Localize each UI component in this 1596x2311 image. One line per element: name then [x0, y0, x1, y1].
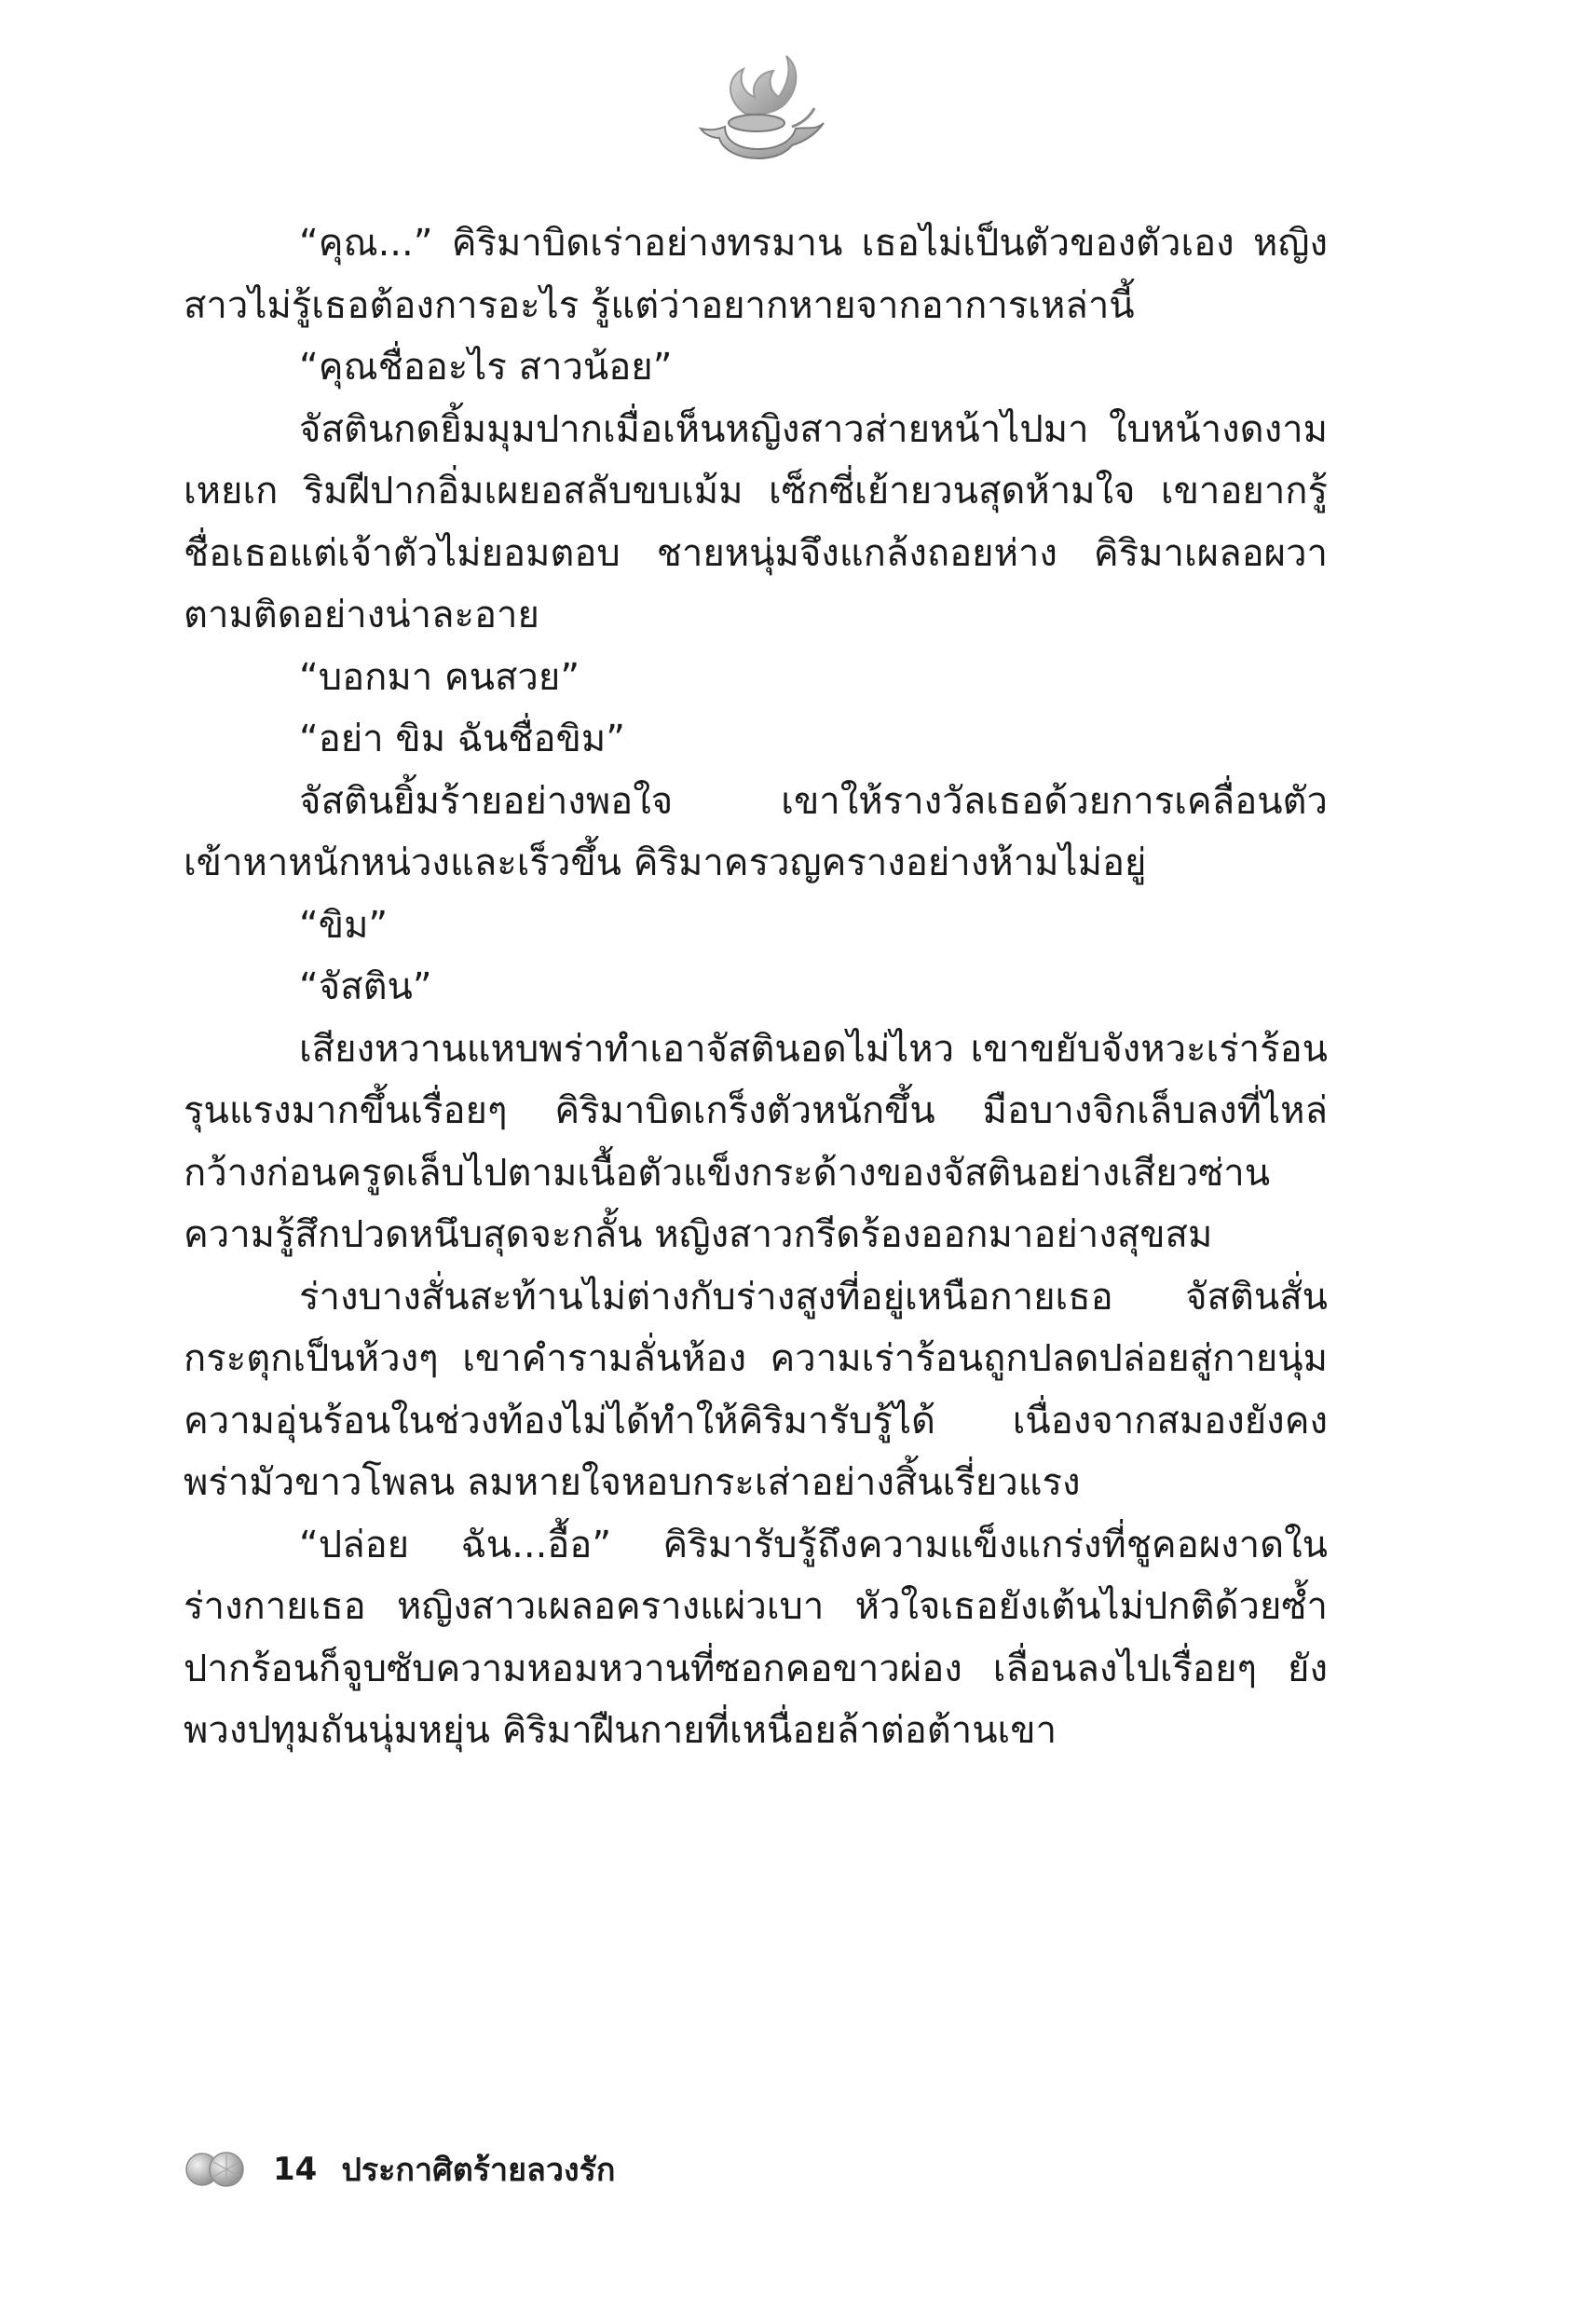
paragraph: “ปล่อย ฉัน...อื้อ” คิริมารับรู้ถึงความแข็งแกร่งที่ชูคอผงาดในร่างกายเธอ หญิงสาวเผลอครางแผ่วเบา หัวใจเธอยังเต้นไม่ปกติด้วยซ้ำ ปากร้อนก็จูบซับความหอมหวานที่ซอกคอขาวผ่อง เลื่อนลงไปเรื่อยๆ ยังพวงปทุมถันนุ่มหยุ่น คิริมาฝืนกายที่เหนื่อยล้าต่อต้านเขา	[184, 1523, 1328, 1752]
paragraph: เสียงหวานแหบพร่าทำเอาจัสตินอดไม่ไหว เขาขยับจังหวะเร่าร้อนรุนแรงมากขึ้นเรื่อยๆ คิริมาบิดเกร็งตัวหนักขึ้น มือบางจิกเล็บลงที่ไหล่กว้างก่อนครูดเล็บไปตามเนื้อตัวแข็งกระด้างของจัสตินอย่างเสียวซ่าน ความรู้สึกปวดหนึบสุดจะกลั้น หญิงสาวกรีดร้องออกมาอย่างสุขสม	[184, 1027, 1328, 1256]
page-number: 14	[273, 2151, 318, 2188]
paragraph: ร่างบางสั่นสะท้านไม่ต่างกับร่างสูงที่อยู่เหนือกายเธอ จัสตินสั่นกระตุกเป็นห้วงๆ เขาคำรามลั่นห้อง ความเร่าร้อนถูกปลดปล่อยสู่กายนุ่ม ความอุ่นร้อนในช่วงท้องไม่ได้ทำให้คิริมารับรู้ได้ เนื่องจากสมองยังคงพร่ามัวขาวโพลน ลมหายใจหอบกระเส่าอย่างสิ้นเรี่ยวแรง	[184, 1275, 1328, 1504]
paragraph: จัสตินยิ้มร้ายอย่างพอใจ เขาให้รางวัลเธอด้วยการเคลื่อนตัวเข้าหาหนักหน่วงและเร็วขึ้น คิริมาครวญครางอย่างห้ามไม่อยู่	[184, 779, 1328, 884]
page-footer	[184, 2143, 615, 2195]
paragraph: “ขิม”	[299, 903, 389, 947]
paragraph: “อย่า ขิม ฉันชื่อขิม”	[299, 718, 625, 760]
paragraph: “คุณ...” คิริมาบิดเร่าอย่างทรมาน เธอไม่เป็นตัวของตัวเอง หญิงสาวไม่รู้เธอต้องการอะไร รู้แต่ว่าอยากหายจากอาการเหล่านี้	[184, 222, 1328, 327]
circles-icon	[184, 2151, 249, 2188]
paragraph: “จัสติน”	[299, 965, 432, 1008]
body-text	[184, 212, 1328, 1762]
book-title: ประกาศิตร้ายลวงรัก	[341, 2152, 616, 2189]
paragraph: “คุณชื่ออะไร สาวน้อย”	[299, 346, 673, 389]
paragraph: จัสตินกดยิ้มมุมปากเมื่อเห็นหญิงสาวส่ายหน้าไปมา ใบหน้างดงามเหยเก ริมฝีปากอิ่มเผยอสลับขบเม้ม เซ็กซี่เย้ายวนสุดห้ามใจ เขาอยากรู้ชื่อเธอแต่เจ้าตัวไม่ยอมตอบ ชายหนุ่มจึงแกล้งถอยห่าง คิริมาเผลอผวาตามติดอย่างน่าละอาย	[184, 407, 1328, 636]
paragraph: “บอกมา คนสวย”	[299, 655, 580, 699]
genie-lamp-icon	[688, 48, 827, 160]
